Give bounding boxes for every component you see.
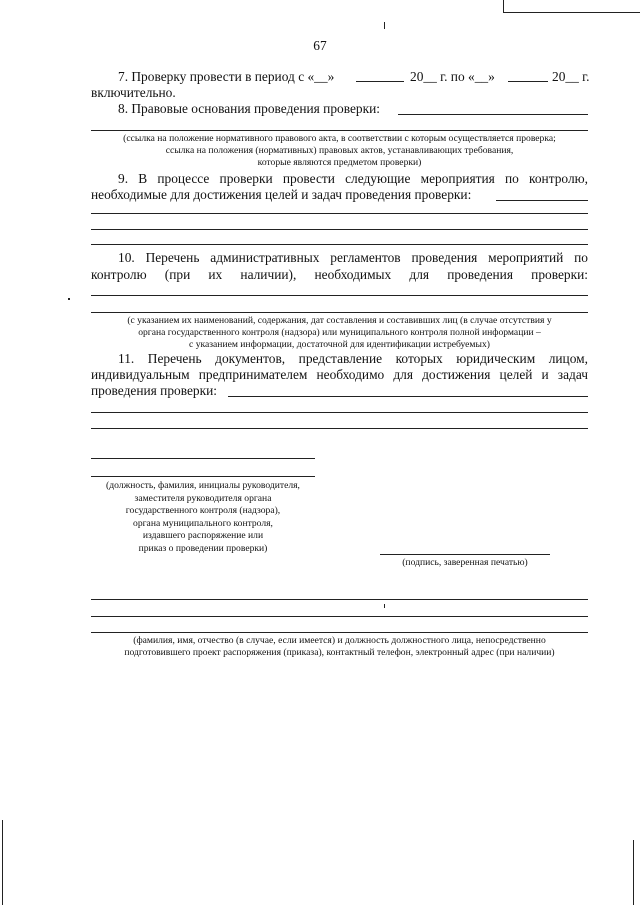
scan-mark [68, 298, 70, 300]
item-8-note-3: которые являются предметом проверки) [257, 157, 422, 168]
scan-mark [633, 840, 634, 905]
item-8-note-1: (ссылка на положение нормативного правового акта, в соответствии с которым осуществляется проверка; [123, 133, 556, 144]
signature-note: (подпись, заверенная печатью) [402, 557, 528, 568]
item-10-note-3: с указанием информации, достаточной для идентификации истребуемых) [189, 339, 490, 350]
item-9-line1: 9. В процессе проверки провести следующие мероприятия по контролю, [118, 171, 588, 186]
item-9-line2: необходимые для достижения целей и задач проведения проверки: [91, 187, 472, 202]
documents-blank [228, 396, 588, 397]
legal-basis-blank [398, 114, 588, 115]
date-from-blank [356, 81, 404, 82]
official-line-3 [91, 632, 588, 633]
scan-mark [503, 12, 640, 13]
item-10-line1: 10. Перечень административных регламентов проведения мероприятий по [118, 250, 588, 265]
measures-blank [496, 200, 588, 201]
signatory-note-line: органа муниципального контроля, [133, 517, 273, 529]
signature-line [380, 554, 550, 555]
item-11-line3: проведения проверки: [91, 383, 217, 398]
official-note-1: (фамилия, имя, отчество (в случае, если имеется) и должность должностного лица, непосредственно [133, 635, 546, 646]
item-11-line2: индивидуальным предпринимателем необходимо для достижения целей и задач [91, 367, 588, 382]
measures-line-3 [91, 244, 588, 245]
scan-mark [384, 604, 385, 608]
official-line-2 [91, 616, 588, 617]
signatory-note-line: государственного контроля (надзора), [125, 505, 281, 517]
official-line-1 [91, 599, 588, 600]
signatory-line-1 [91, 458, 315, 459]
item-10-note-1: (с указанием их наименований, содержания, дат составления и составивших лиц (в случае отсутствия у [127, 315, 552, 326]
legal-basis-line [91, 130, 588, 131]
signatory-line-2 [91, 476, 315, 477]
date-to-blank [508, 81, 548, 82]
signatory-note-line: (должность, фамилия, инициалы руководителя, [106, 480, 300, 491]
measures-line-2 [91, 229, 588, 230]
item-7-prefix: 7. Проверку провести в период с «__» [118, 69, 335, 84]
regulations-line-1 [91, 295, 588, 296]
item-8-note-2: ссылка на положения (нормативных) правовых актов, устанавливающих требования, [165, 145, 514, 156]
regulations-line-2 [91, 312, 588, 313]
scan-mark [2, 820, 3, 905]
item-7-mid1: 20__ г. по «__» [410, 69, 495, 84]
documents-line-2 [91, 428, 588, 429]
page-number: 67 [313, 38, 327, 53]
documents-line-1 [91, 412, 588, 413]
official-note-2: подготовившего проект распоряжения (приказа), контактный телефон, электронный адрес (при наличии) [124, 647, 555, 658]
signatory-note [91, 480, 315, 556]
item-8-label: 8. Правовые основания проведения проверки: [118, 101, 380, 116]
item-11-line1: 11. Перечень документов, представление которых юридическим лицом, [118, 351, 588, 366]
item-10-note-2: органа государственного контроля (надзора) или муниципального контроля полной информации – [138, 327, 541, 338]
signatory-note-line: приказ о проведении проверки) [138, 542, 268, 554]
item-10-line2: контролю (при их наличии), необходимых для проведения проверки: [91, 267, 588, 282]
item-7-mid2: 20__ г. [552, 69, 590, 84]
scan-mark [384, 22, 385, 29]
scan-mark [503, 0, 504, 12]
item-7-line2: включительно. [91, 85, 176, 100]
signatory-note-line: издавшего распоряжение или [142, 530, 264, 542]
signatory-note-line: заместителя руководителя органа [134, 492, 272, 504]
measures-line-1 [91, 213, 588, 214]
